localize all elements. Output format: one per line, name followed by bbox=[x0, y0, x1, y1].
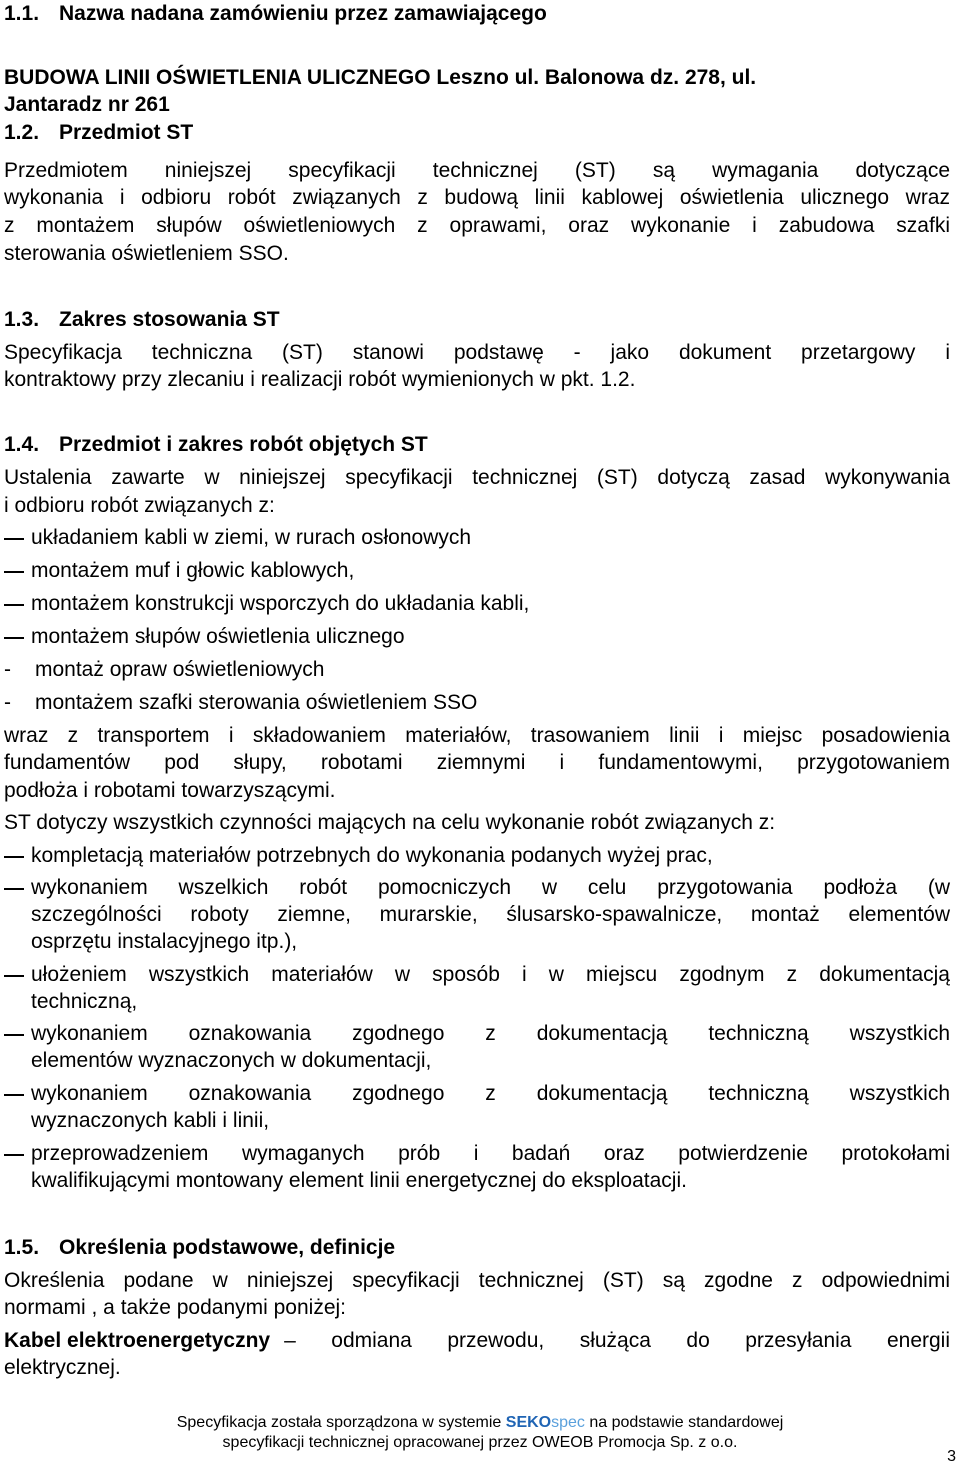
section-number: 1.2. bbox=[4, 121, 40, 144]
list-item-continuation: szczególności roboty ziemne, murarskie, ślusarsko-spawalnicze, montaż elementów bbox=[31, 903, 950, 926]
section-1-2-heading bbox=[4, 121, 193, 145]
section-1-4-heading bbox=[4, 433, 428, 457]
list-item bbox=[4, 691, 477, 715]
dash-bullet bbox=[4, 1154, 24, 1156]
dash-bullet bbox=[4, 1094, 24, 1096]
paragraph-line: normami , a także podanymi poniżej: bbox=[4, 1296, 346, 1319]
footer-line-1 bbox=[0, 1414, 960, 1432]
page-number: 3 bbox=[947, 1448, 956, 1465]
paragraph-line: wykonania i odbioru robót związanych z budową linii kablowej oświetlenia ulicznego wraz bbox=[4, 186, 950, 209]
paragraph-line: Specyfikacja techniczna (ST) stanowi podstawę - jako dokument przetargowy i bbox=[4, 341, 950, 364]
section-title: Przedmiot i zakres robót objętych ST bbox=[59, 433, 428, 456]
definition-line bbox=[4, 1329, 950, 1353]
list-item-continuation: wyznaczonych kabli i linii, bbox=[31, 1109, 270, 1132]
dash-bullet bbox=[4, 637, 24, 639]
list-item-text: montażem szafki sterowania oświetleniem SSO bbox=[35, 691, 478, 714]
list-item-continuation: kwalifikującymi montowany element linii energetycznej do eksploatacji. bbox=[31, 1169, 687, 1192]
section-1-5-heading bbox=[4, 1236, 395, 1260]
definition-continuation: elektrycznej. bbox=[4, 1356, 121, 1379]
paragraph-line: wraz z transportem i składowaniem materiałów, trasowaniem linii i miejsc posadowienia bbox=[4, 724, 950, 747]
list-item-continuation: techniczną, bbox=[31, 990, 138, 1013]
dash-bullet bbox=[4, 604, 24, 606]
paragraph-line: Ustalenia zawarte w niniejszej specyfikacji technicznej (ST) dotyczą zasad wykonywania bbox=[4, 466, 950, 489]
list-item-text: montażem słupów oświetlenia ulicznego bbox=[31, 625, 405, 648]
hyphen-bullet: - bbox=[4, 658, 11, 681]
section-title: Przedmiot ST bbox=[59, 121, 194, 144]
section-number: 1.4. bbox=[4, 433, 40, 456]
paragraph-line: kontraktowy przy zlecaniu i realizacji robót wymienionych w pkt. 1.2. bbox=[4, 368, 636, 391]
footer-text: na podstawie standardowej bbox=[589, 1414, 784, 1431]
section-number: 1.1. bbox=[4, 2, 40, 25]
definition-text: – odmiana przewodu, służąca do przesyłania energii bbox=[284, 1329, 950, 1352]
dash-bullet bbox=[4, 856, 24, 858]
list-item-continuation: elementów wyznaczonych w dokumentacji, bbox=[31, 1049, 432, 1072]
paragraph-line: Przedmiotem niniejszej specyfikacji technicznej (ST) są wymagania dotyczące bbox=[4, 159, 950, 182]
sekospec-logo: SEKOspec bbox=[505, 1414, 585, 1431]
list-item-text: wykonaniem oznakowania zgodnego z dokumentacją techniczną wszystkich bbox=[31, 1022, 950, 1045]
section-number: 1.3. bbox=[4, 308, 40, 331]
dash-bullet bbox=[4, 1034, 24, 1036]
dash-bullet bbox=[4, 888, 24, 890]
section-number: 1.5. bbox=[4, 1236, 40, 1259]
project-title-line-2: Jantaradz nr 261 bbox=[4, 93, 170, 116]
section-1-3-heading bbox=[4, 308, 280, 332]
paragraph-line: z montażem słupów oświetleniowych z oprawami, oraz wykonanie i zabudowa szafki bbox=[4, 214, 950, 237]
dash-bullet bbox=[4, 975, 24, 977]
dash-bullet bbox=[4, 571, 24, 573]
paragraph-line: i odbioru robót związanych z: bbox=[4, 494, 275, 517]
list-item-text: montażem konstrukcji wsporczych do układania kabli, bbox=[31, 592, 530, 615]
section-title: Określenia podstawowe, definicje bbox=[59, 1236, 396, 1259]
list-item-text: układaniem kabli w ziemi, w rurach osłonowych bbox=[31, 526, 472, 549]
footer-text: Specyfikacja została sporządzona w systemie bbox=[176, 1414, 502, 1431]
section-title: Zakres stosowania ST bbox=[59, 308, 280, 331]
paragraph-line: podłoża i robotami towarzyszącymi. bbox=[4, 779, 336, 802]
dash-bullet bbox=[4, 538, 24, 540]
list-item-text: montaż opraw oświetleniowych bbox=[35, 658, 325, 681]
definition-term: Kabel elektroenergetyczny bbox=[4, 1329, 271, 1352]
hyphen-bullet: - bbox=[4, 691, 11, 714]
list-item-text: ułożeniem wszystkich materiałów w sposób i w miejscu zgodnym z dokumentacją bbox=[31, 963, 950, 986]
list-item bbox=[4, 658, 324, 682]
section-1-1-heading bbox=[4, 2, 547, 26]
paragraph-line: fundamentów pod słupy, robotami ziemnymi i fundamentowymi, przygotowaniem bbox=[4, 751, 950, 774]
paragraph-line: ST dotyczy wszystkich czynności mających na celu wykonanie robót związanych z: bbox=[4, 811, 776, 834]
list-item-text: wykonaniem wszelkich robót pomocniczych w celu przygotowania podłoża (w bbox=[31, 876, 950, 899]
list-item-text: przeprowadzeniem wymaganych prób i badań oraz potwierdzenie protokołami bbox=[31, 1142, 950, 1165]
paragraph-line: Określenia podane w niniejszej specyfikacji technicznej (ST) są zgodne z odpowiednimi bbox=[4, 1269, 950, 1292]
list-item-continuation: osprzętu instalacyjnego itp.), bbox=[31, 930, 298, 953]
list-item-text: kompletacją materiałów potrzebnych do wykonania podanych wyżej prac, bbox=[31, 844, 713, 867]
paragraph-line: sterowania oświetleniem SSO. bbox=[4, 242, 289, 265]
section-title: Nazwa nadana zamówieniu przez zamawiającego bbox=[59, 2, 547, 25]
project-title-line-1: BUDOWA LINII OŚWIETLENIA ULICZNEGO Leszno ul. Balonowa dz. 278, ul. bbox=[4, 66, 757, 89]
list-item-text: wykonaniem oznakowania zgodnego z dokumentacją techniczną wszystkich bbox=[31, 1082, 950, 1105]
footer-line-2: specyfikacji technicznej opracowanej przez OWEOB Promocja Sp. z o.o. bbox=[222, 1434, 738, 1451]
list-item-text: montażem muf i głowic kablowych, bbox=[31, 559, 355, 582]
